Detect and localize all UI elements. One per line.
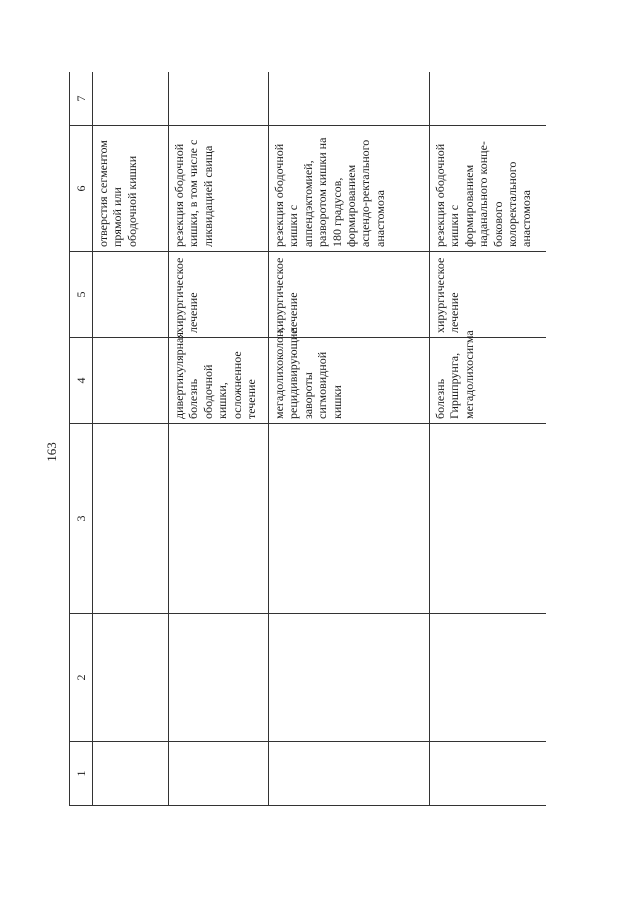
column-header: 3 bbox=[70, 424, 93, 614]
table-cell bbox=[93, 742, 169, 806]
table-cell bbox=[93, 614, 169, 742]
table-cell bbox=[169, 742, 269, 806]
rotated-table-container bbox=[69, 72, 546, 806]
table-cell: хирургическое лечение bbox=[430, 252, 547, 338]
table-cell bbox=[93, 72, 169, 126]
table-cell bbox=[269, 72, 430, 126]
table-cell: хирургическое лечение bbox=[169, 252, 269, 338]
table-cell bbox=[169, 72, 269, 126]
table-cell bbox=[430, 614, 547, 742]
table-cell bbox=[269, 742, 430, 806]
table-row bbox=[430, 72, 547, 806]
table-cell bbox=[93, 252, 169, 338]
table-cell bbox=[269, 424, 430, 614]
page-number-text: 163 bbox=[44, 442, 59, 462]
column-header: 5 bbox=[70, 252, 93, 338]
table-cell bbox=[430, 424, 547, 614]
table-cell bbox=[169, 424, 269, 614]
table-cell bbox=[430, 742, 547, 806]
table-row bbox=[169, 72, 269, 806]
table-cell: хирургическое лечение bbox=[269, 252, 430, 338]
table-cell: болезнь Гиршпрунга, мегадолихосигма bbox=[430, 338, 547, 424]
table-cell: мегадолихоколон, рецидивирующие завороты сигмовидной кишки bbox=[269, 338, 430, 424]
table-row bbox=[93, 72, 169, 806]
table-cell: резекция ободочной кишки с аппендэктомией, разворотом кишки на 180 градусов, формированием асцендо-ректального анастомоза bbox=[269, 126, 430, 252]
table-row bbox=[269, 72, 430, 806]
column-header: 1 bbox=[70, 742, 93, 806]
table-cell: резекция ободочной кишки, в том числе с ликвидацией свища bbox=[169, 126, 269, 252]
column-header: 4 bbox=[70, 338, 93, 424]
table-cell bbox=[93, 424, 169, 614]
medical-procedures-table bbox=[69, 72, 546, 806]
table-cell bbox=[430, 72, 547, 126]
rotated-table bbox=[69, 72, 546, 806]
table-cell: резекция ободочной кишки с формированием наданального конце-бокового колоректального анастомоза bbox=[430, 126, 547, 252]
table-cell bbox=[93, 338, 169, 424]
column-header: 6 bbox=[70, 126, 93, 252]
table-cell bbox=[169, 614, 269, 742]
table-cell: отверстия сегментом прямой или ободочной кишки bbox=[93, 126, 169, 252]
column-header: 7 bbox=[70, 72, 93, 126]
table-header-row bbox=[70, 72, 93, 806]
column-header: 2 bbox=[70, 614, 93, 742]
table-cell: дивертикулярная болезнь ободочной кишки, осложненное течение bbox=[169, 338, 269, 424]
table-cell bbox=[269, 614, 430, 742]
